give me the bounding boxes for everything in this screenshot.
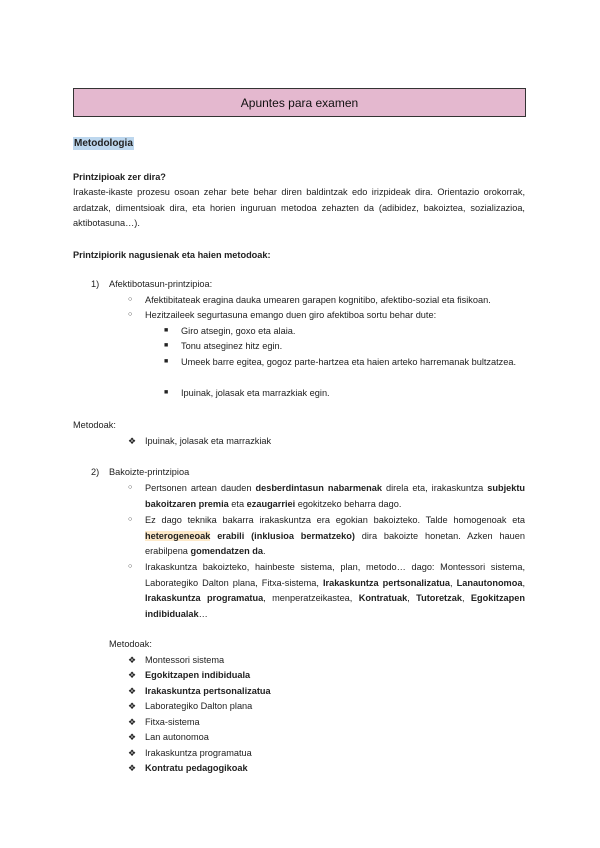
principle-1-method-1: Ipuinak, jolasak eta marrazkiak [145,436,272,446]
square-bullet-icon: ■ [164,327,169,334]
square-bullet-icon: ■ [164,389,169,396]
diamond-bullet-icon: ❖ [128,686,137,696]
question-heading: Printzipioak zer dira? [73,172,166,182]
principles-heading: Printzipiorik nagusienak eta haien metodoak: [73,250,271,260]
principle-1-number: 1) [91,279,100,289]
principle-2-method-2: Egokitzapen indibiduala [145,670,251,680]
circle-bullet-icon: ○ [128,311,133,318]
principle-1-sub-2: Tonu atseginez hitz egin. [181,341,283,351]
diamond-bullet-icon: ❖ [128,701,137,711]
principle-1-title: Afektibotasun-printzipioa: [109,279,213,289]
principle-2-bullet-3: Irakaskuntza bakoizteko, hainbeste sistema, plan, metodo… dago: Montessori sistema, Laborategiko Dalton plana, Fitxa-sistema, Irakaskuntza pertsonalizatua, Lanautonomoa, Irakaskuntza programatua, menperatzeikastea, Kontratuak, Tutoretzak, Egokitzapen indibidualak… [145,562,526,619]
principle-2-bullet-1: Pertsonen artean dauden desberdintasun nabarmenak direla eta, irakaskuntza subjektu bakoitzaren premia eta ezaugarriei egokitzeko beharra dago. [145,483,526,509]
square-bullet-icon: ■ [164,358,169,365]
principle-1-bullet-1: Afektibitateak eragina dauka umearen garapen kognitibo, afektibo-sozial eta fisikoan. [145,295,491,305]
principle-2-method-5: Fitxa-sistema [145,717,200,727]
diamond-bullet-icon: ❖ [128,670,137,680]
principle-1-bullet-2: Hezitzaileek segurtasuna emango duen giro afektiboa sortu behar dute: [145,310,437,320]
principle-2-title: Bakoizte-printzipioa [109,467,190,477]
principle-1-sub-3: Umeek barre egitea, gogoz parte-hartzea eta haien arteko harremanak bultzatzea. [181,357,517,367]
circle-bullet-icon: ○ [128,563,133,570]
diamond-bullet-icon: ❖ [128,748,137,758]
diamond-bullet-icon: ❖ [128,436,137,446]
diamond-bullet-icon: ❖ [128,655,137,665]
principle-1-sub-4: Ipuinak, jolasak eta marrazkiak egin. [181,388,330,398]
principle-2-bullet-2: Ez dago teknika bakarra irakaskuntza era egokian bakoizteko. Talde homogenoak eta heterogeneoak erabili (inklusioa bermatzeko) dira bakoizte honetan. Azken hauen erabilpena gomendatzen da. [145,515,525,556]
diamond-bullet-icon: ❖ [128,732,137,742]
principle-2-methods-label: Metodoak: [109,639,152,649]
document-title: Apuntes para examen [73,88,526,117]
principle-2-method-3: Irakaskuntza pertsonalizatua [145,686,271,696]
principle-1-sub-1: Giro atsegin, goxo eta alaia. [181,326,296,336]
principle-2-method-4: Laborategiko Dalton plana [145,701,253,711]
circle-bullet-icon: ○ [128,484,133,491]
diamond-bullet-icon: ❖ [128,717,137,727]
principle-1-methods-label: Metodoak: [73,420,116,430]
principle-2-method-1: Montessori sistema [145,655,225,665]
section-heading: Metodologia [74,138,133,149]
principle-2-method-6: Lan autonomoa [145,732,209,742]
diamond-bullet-icon: ❖ [128,763,137,773]
intro-paragraph: Irakaste-ikaste prozesu osoan zehar bete behar diren baldintzak edo irizpideak dira. Orientazio orokorrak, ardatzak, dimentsioak dira, eta horien inguruan metodoa zehazten da (adibidez, bakoiztea, sozializazioa, aktibotasuna…). [73,187,525,228]
circle-bullet-icon: ○ [128,516,133,523]
principle-2-number: 2) [91,467,100,477]
principle-2-method-8: Kontratu pedagogikoak [145,763,248,773]
circle-bullet-icon: ○ [128,296,133,303]
principle-2-method-7: Irakaskuntza programatua [145,748,252,758]
square-bullet-icon: ■ [164,342,169,349]
